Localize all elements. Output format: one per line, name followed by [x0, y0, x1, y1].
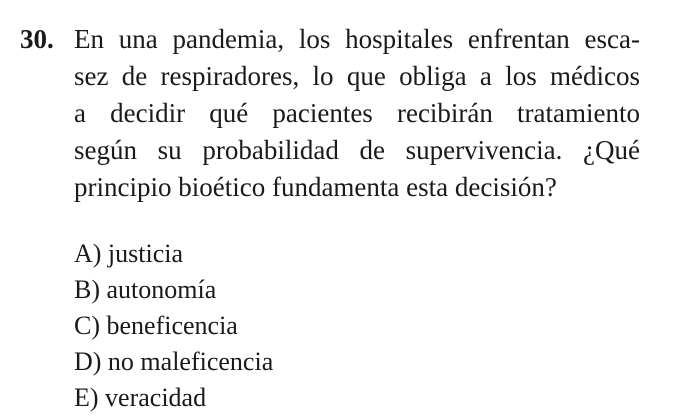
stem-line: a decidir qué pacientes recibirán tratamiento [74, 98, 640, 128]
stem-line: sez de respiradores, lo que obliga a los médicos [74, 61, 640, 91]
option-d: D) no maleficencia [74, 347, 274, 376]
stem-line: según su probabilidad de supervivencia. ¿Qué [74, 135, 640, 165]
stem-line: En una pandemia, los hospitales enfrentan esca- [74, 24, 640, 54]
option-a: A) justicia [74, 239, 184, 268]
stem-line: principio bioético fundamenta esta decisión? [74, 172, 557, 202]
option-c: C) beneficencia [74, 311, 238, 340]
answer-options [74, 236, 634, 416]
question-number: 30. [20, 24, 54, 54]
question-stem [74, 21, 640, 206]
option-e: E) veracidad [74, 383, 207, 412]
option-b: B) autonomía [74, 275, 217, 304]
